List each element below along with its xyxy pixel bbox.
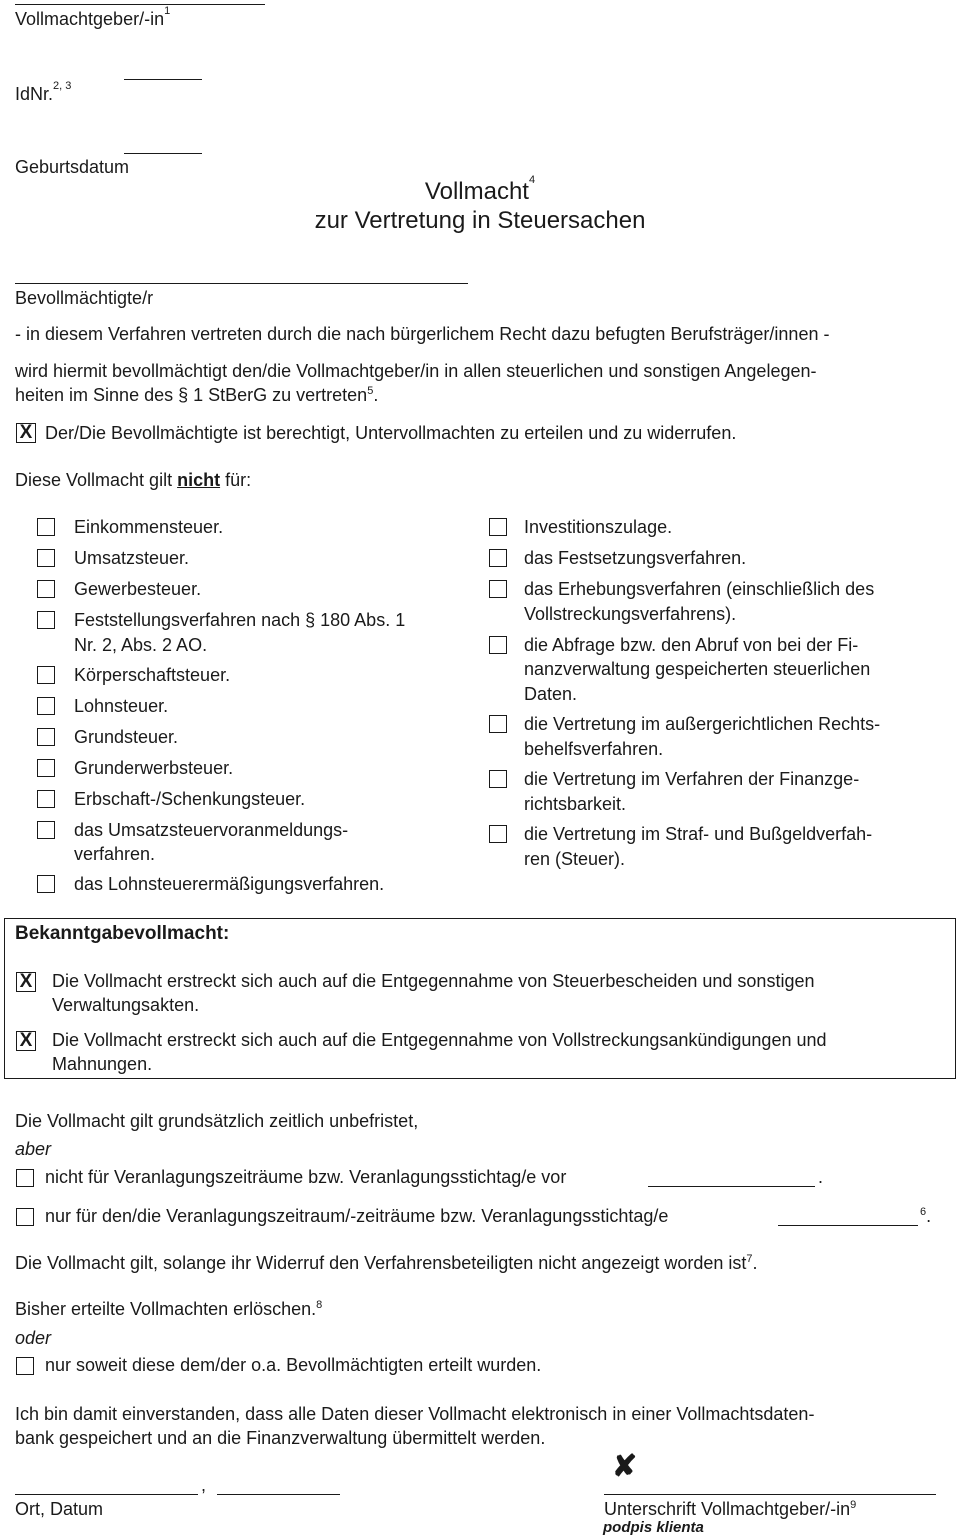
oder-text: oder — [15, 1328, 52, 1348]
bevollmaechtigte-line — [15, 283, 468, 284]
exclusion-right-item: Investitionszulage. — [524, 517, 673, 537]
geburtsdatum-line — [124, 153, 202, 154]
unterschrift-label: Unterschrift Vollmachtgeber/$-in^9$ — [604, 1499, 857, 1519]
bekanntgabe-steuerbescheide-checkbox[interactable]: X — [16, 972, 36, 992]
exclusion-left-item: Grundsteuer. — [74, 727, 179, 747]
exclusion-left-item: Körperschaftsteuer. — [74, 665, 231, 685]
page-subtitle: zur Vertretung in Steuersachen — [314, 207, 646, 234]
exclusion-right-item: die Vertretung im außergerichtlichen Rechts- — [524, 714, 881, 734]
bekanntgabe-item-1: Die Vollmacht erstreckt sich auch auf die Entgegennahme von Steuerbescheiden und sonstigen — [52, 971, 815, 991]
idnr-line — [124, 79, 202, 80]
checkbox-strafverfahren[interactable] — [489, 825, 507, 843]
zeitlich-nur-input-line[interactable] — [778, 1225, 918, 1226]
aber-text: aber — [15, 1139, 52, 1159]
page-title: Vollmacht$^4$ — [424, 174, 536, 205]
checkbox-einkommensteuer[interactable] — [37, 518, 55, 536]
zeitlich-vor-end: . — [818, 1167, 824, 1187]
checkbox-gewerbesteuer[interactable] — [37, 580, 55, 598]
checkbox-festsetzungsverfahren[interactable] — [489, 549, 507, 567]
exclusion-right-item-cont: nanzverwaltung gespeicherten steuerlichen — [524, 659, 871, 679]
exclusion-left-item: Gewerbesteuer. — [74, 579, 202, 599]
ort-datum-label: Ort, Datum — [15, 1499, 104, 1519]
zeitlich-vor-input-line[interactable] — [648, 1186, 815, 1187]
ort-input-line[interactable] — [15, 1494, 198, 1495]
einverstanden-line-1: Ich bin damit einverstanden, dass alle Daten dieser Vollmacht elektronisch in einer Vollmachtsdaten- — [15, 1404, 815, 1424]
exclusion-left-item: Lohnsteuer. — [74, 696, 169, 716]
zeitlich-nur-text: nur für den/die Veranlagungszeitraum/-zeiträume bzw. Veranlagungsstichtag/e — [45, 1206, 669, 1226]
exclusion-right-item-cont: ren (Steuer). — [524, 849, 626, 869]
zeitlich-nur-end: $^6$. — [920, 1206, 932, 1226]
bekanntgabe-item-2: Die Vollmacht erstreckt sich auch auf die Entgegennahme von Vollstreckungsankündigungen und — [52, 1030, 827, 1050]
bekanntgabe-vollstreckung-checkbox[interactable]: X — [16, 1031, 36, 1051]
exclusion-right-item-cont: Daten. — [524, 684, 578, 704]
bekanntgabe-item-1-cont: Verwaltungsakten. — [52, 995, 200, 1015]
zeitlich-nur-checkbox[interactable] — [16, 1208, 34, 1226]
widerruf-text: Die Vollmacht gilt, solange ihr Widerruf den Verfahrensbeteiligten nicht angezeigt worden ist$^7$. — [15, 1253, 758, 1273]
checkbox-grunderwerbsteuer[interactable] — [37, 759, 55, 777]
checkbox-koerperschaftsteuer[interactable] — [37, 666, 55, 684]
podpis-label: podpis klienta — [603, 1519, 704, 1536]
checkbox-grundsteuer[interactable] — [37, 728, 55, 746]
checkbox-feststellungsverfahren[interactable] — [37, 611, 55, 629]
zeitlich-vor-checkbox[interactable] — [16, 1169, 34, 1187]
checkbox-umsatzsteuervoranmeldung[interactable] — [37, 821, 55, 839]
bisher-nur-checkbox[interactable] — [16, 1357, 34, 1375]
exclusion-right-item: die Abfrage bzw. den Abruf von bei der Fi- — [524, 635, 859, 655]
checkbox-lohnsteuer[interactable] — [37, 697, 55, 715]
intro-line-3: heiten im Sinne des § 1 StBerG zu vertreten$^5$. — [15, 385, 379, 405]
signature-input-line[interactable] — [604, 1494, 936, 1495]
exclusion-left-item: Einkommensteuer. — [74, 517, 224, 537]
checkbox-finanzgerichtsbarkeit[interactable] — [489, 770, 507, 788]
exclusion-left-item: das Umsatzsteuervoranmeldungs- — [74, 820, 349, 840]
exclusion-left-item-cont: Nr. 2, Abs. 2 AO. — [74, 635, 208, 655]
bisher-text: Bisher erteilte Vollmachten erlöschen.$^8$ — [15, 1299, 323, 1319]
checkbox-umsatzsteuer[interactable] — [37, 549, 55, 567]
exclusion-right-item: die Vertretung im Straf- und Bußgeldverfah- — [524, 824, 873, 844]
exclusion-right-item: das Erhebungsverfahren (einschließlich des — [524, 579, 875, 599]
bisher-nur-text: nur soweit diese dem/der o.a. Bevollmächtigten erteilt wurden. — [45, 1355, 542, 1375]
exclusion-right-item: die Vertretung im Verfahren der Finanzge- — [524, 769, 860, 789]
datum-input-line[interactable] — [217, 1494, 340, 1495]
intro-line-2: wird hiermit bevollmächtigt den/die Vollmachtgeber/in in allen steuerlichen und sonstigen Angelegen- — [15, 361, 817, 381]
untervollmacht-text: Der/Die Bevollmächtigte ist berechtigt, Untervollmachten zu erteilen und zu widerrufen. — [45, 423, 737, 443]
checkbox-erbschaftsteuer[interactable] — [37, 790, 55, 808]
sign-here-icon: ✘ — [612, 1450, 638, 1483]
checkbox-abfrage[interactable] — [489, 636, 507, 654]
exclusion-right-item-cont: richtsbarkeit. — [524, 794, 627, 814]
checkbox-investitionszulage[interactable] — [489, 518, 507, 536]
bevollmaechtigte-label: Bevollmächtigte/r — [15, 288, 154, 308]
geburtsdatum-label: Geburtsdatum — [15, 157, 130, 177]
exclusion-right-item-cont: Vollstreckungsverfahrens). — [524, 604, 737, 624]
exclusion-left-item: das Lohnsteuerermäßigungsverfahren. — [74, 874, 385, 894]
exclusions-intro: Diese Vollmacht gilt nicht für: — [15, 470, 252, 490]
nicht-emphasis: nicht — [177, 470, 221, 490]
checkbox-ausssergerichtlich[interactable] — [489, 715, 507, 733]
exclusion-left-item: Grunderwerbsteuer. — [74, 758, 234, 778]
exclusion-right-item-cont: behelfsverfahren. — [524, 739, 664, 759]
bekanntgabe-item-2-cont: Mahnungen. — [52, 1054, 153, 1074]
intro-line-1: - in diesem Verfahren vertreten durch die nach bürgerlichem Recht dazu befugten Berufsträger/innen - — [15, 324, 830, 344]
checkbox-erhebungsverfahren[interactable] — [489, 580, 507, 598]
exclusion-left-item: Feststellungsverfahren nach § 180 Abs. 1 — [74, 610, 406, 630]
zeitlich-text: Die Vollmacht gilt grundsätzlich zeitlich unbefristet, — [15, 1111, 419, 1131]
exclusion-left-item: Umsatzsteuer. — [74, 548, 190, 568]
bekanntgabe-heading: Bekanntgabevollmacht: — [15, 923, 230, 944]
vollmachtgeber-line — [15, 4, 265, 5]
exclusion-left-item: Erbschaft-/Schenkungsteuer. — [74, 789, 306, 809]
idnr-label: IdNr.$^{2, 3}$ — [15, 80, 72, 104]
checkbox-lohnsteuerermaessigung[interactable] — [37, 875, 55, 893]
zeitlich-vor-text: nicht für Veranlagungszeiträume bzw. Veranlagungsstichtag/e vor — [45, 1167, 567, 1187]
einverstanden-line-2: bank gespeichert und an die Finanzverwaltung übermittelt werden. — [15, 1428, 546, 1448]
vollmachtgeber-label: Vollmachtgeber/$-in^1$ — [15, 5, 171, 29]
ort-datum-comma: , — [201, 1475, 207, 1495]
exclusion-left-item-cont: verfahren. — [74, 844, 156, 864]
untervollmacht-checkbox[interactable]: X — [16, 423, 36, 443]
exclusion-right-item: das Festsetzungsverfahren. — [524, 548, 747, 568]
